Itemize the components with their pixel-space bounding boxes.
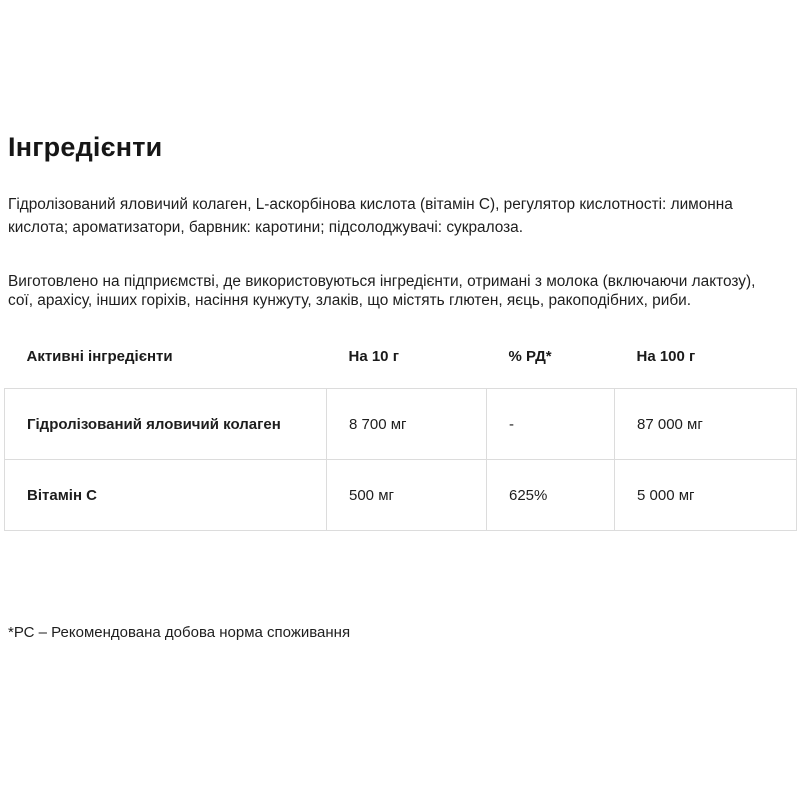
header-rda-percent: % РД* — [487, 334, 615, 389]
ingredients-text: Гідролізований яловичий колаген, L-аскорбінова кислота (вітамін С), регулятор кислотності: лимонна кислота; ароматизатори, барвник: каротини; підсолоджувачі: сукралоза. — [8, 196, 733, 236]
rda-footnote: *РС – Рекомендована добова норма споживання — [8, 624, 351, 641]
allergens-text: Виготовлено на підприємстві, де використовуються інгредієнти, отримані з молока (включаючи лактозу), сої, арахісу, інших горіхів, насіння кунжуту, злаків, що містять глютен, яєць, ракоподібних, риби. — [8, 273, 756, 309]
ingredient-name: Вітамін С — [5, 460, 327, 531]
amount-per-100g: 5 000 мг — [615, 460, 797, 531]
section-title: Інгредієнти — [8, 132, 163, 162]
active-ingredients-table-container — [4, 334, 796, 531]
rda-percent: - — [487, 389, 615, 460]
ingredient-name: Гідролізований яловичий колаген — [5, 389, 327, 460]
amount-per-100g: 87 000 мг — [615, 389, 797, 460]
amount-per-10g: 500 мг — [327, 460, 487, 531]
active-ingredients-table — [4, 334, 797, 531]
table-header-row — [5, 334, 797, 389]
header-per-10g: На 10 г — [327, 334, 487, 389]
header-active-ingredients: Активні інгредієнти — [5, 334, 327, 389]
amount-per-10g: 8 700 мг — [327, 389, 487, 460]
rda-percent: 625% — [487, 460, 615, 531]
header-per-100g: На 100 г — [615, 334, 797, 389]
table-row — [5, 389, 797, 460]
table-row — [5, 460, 797, 531]
